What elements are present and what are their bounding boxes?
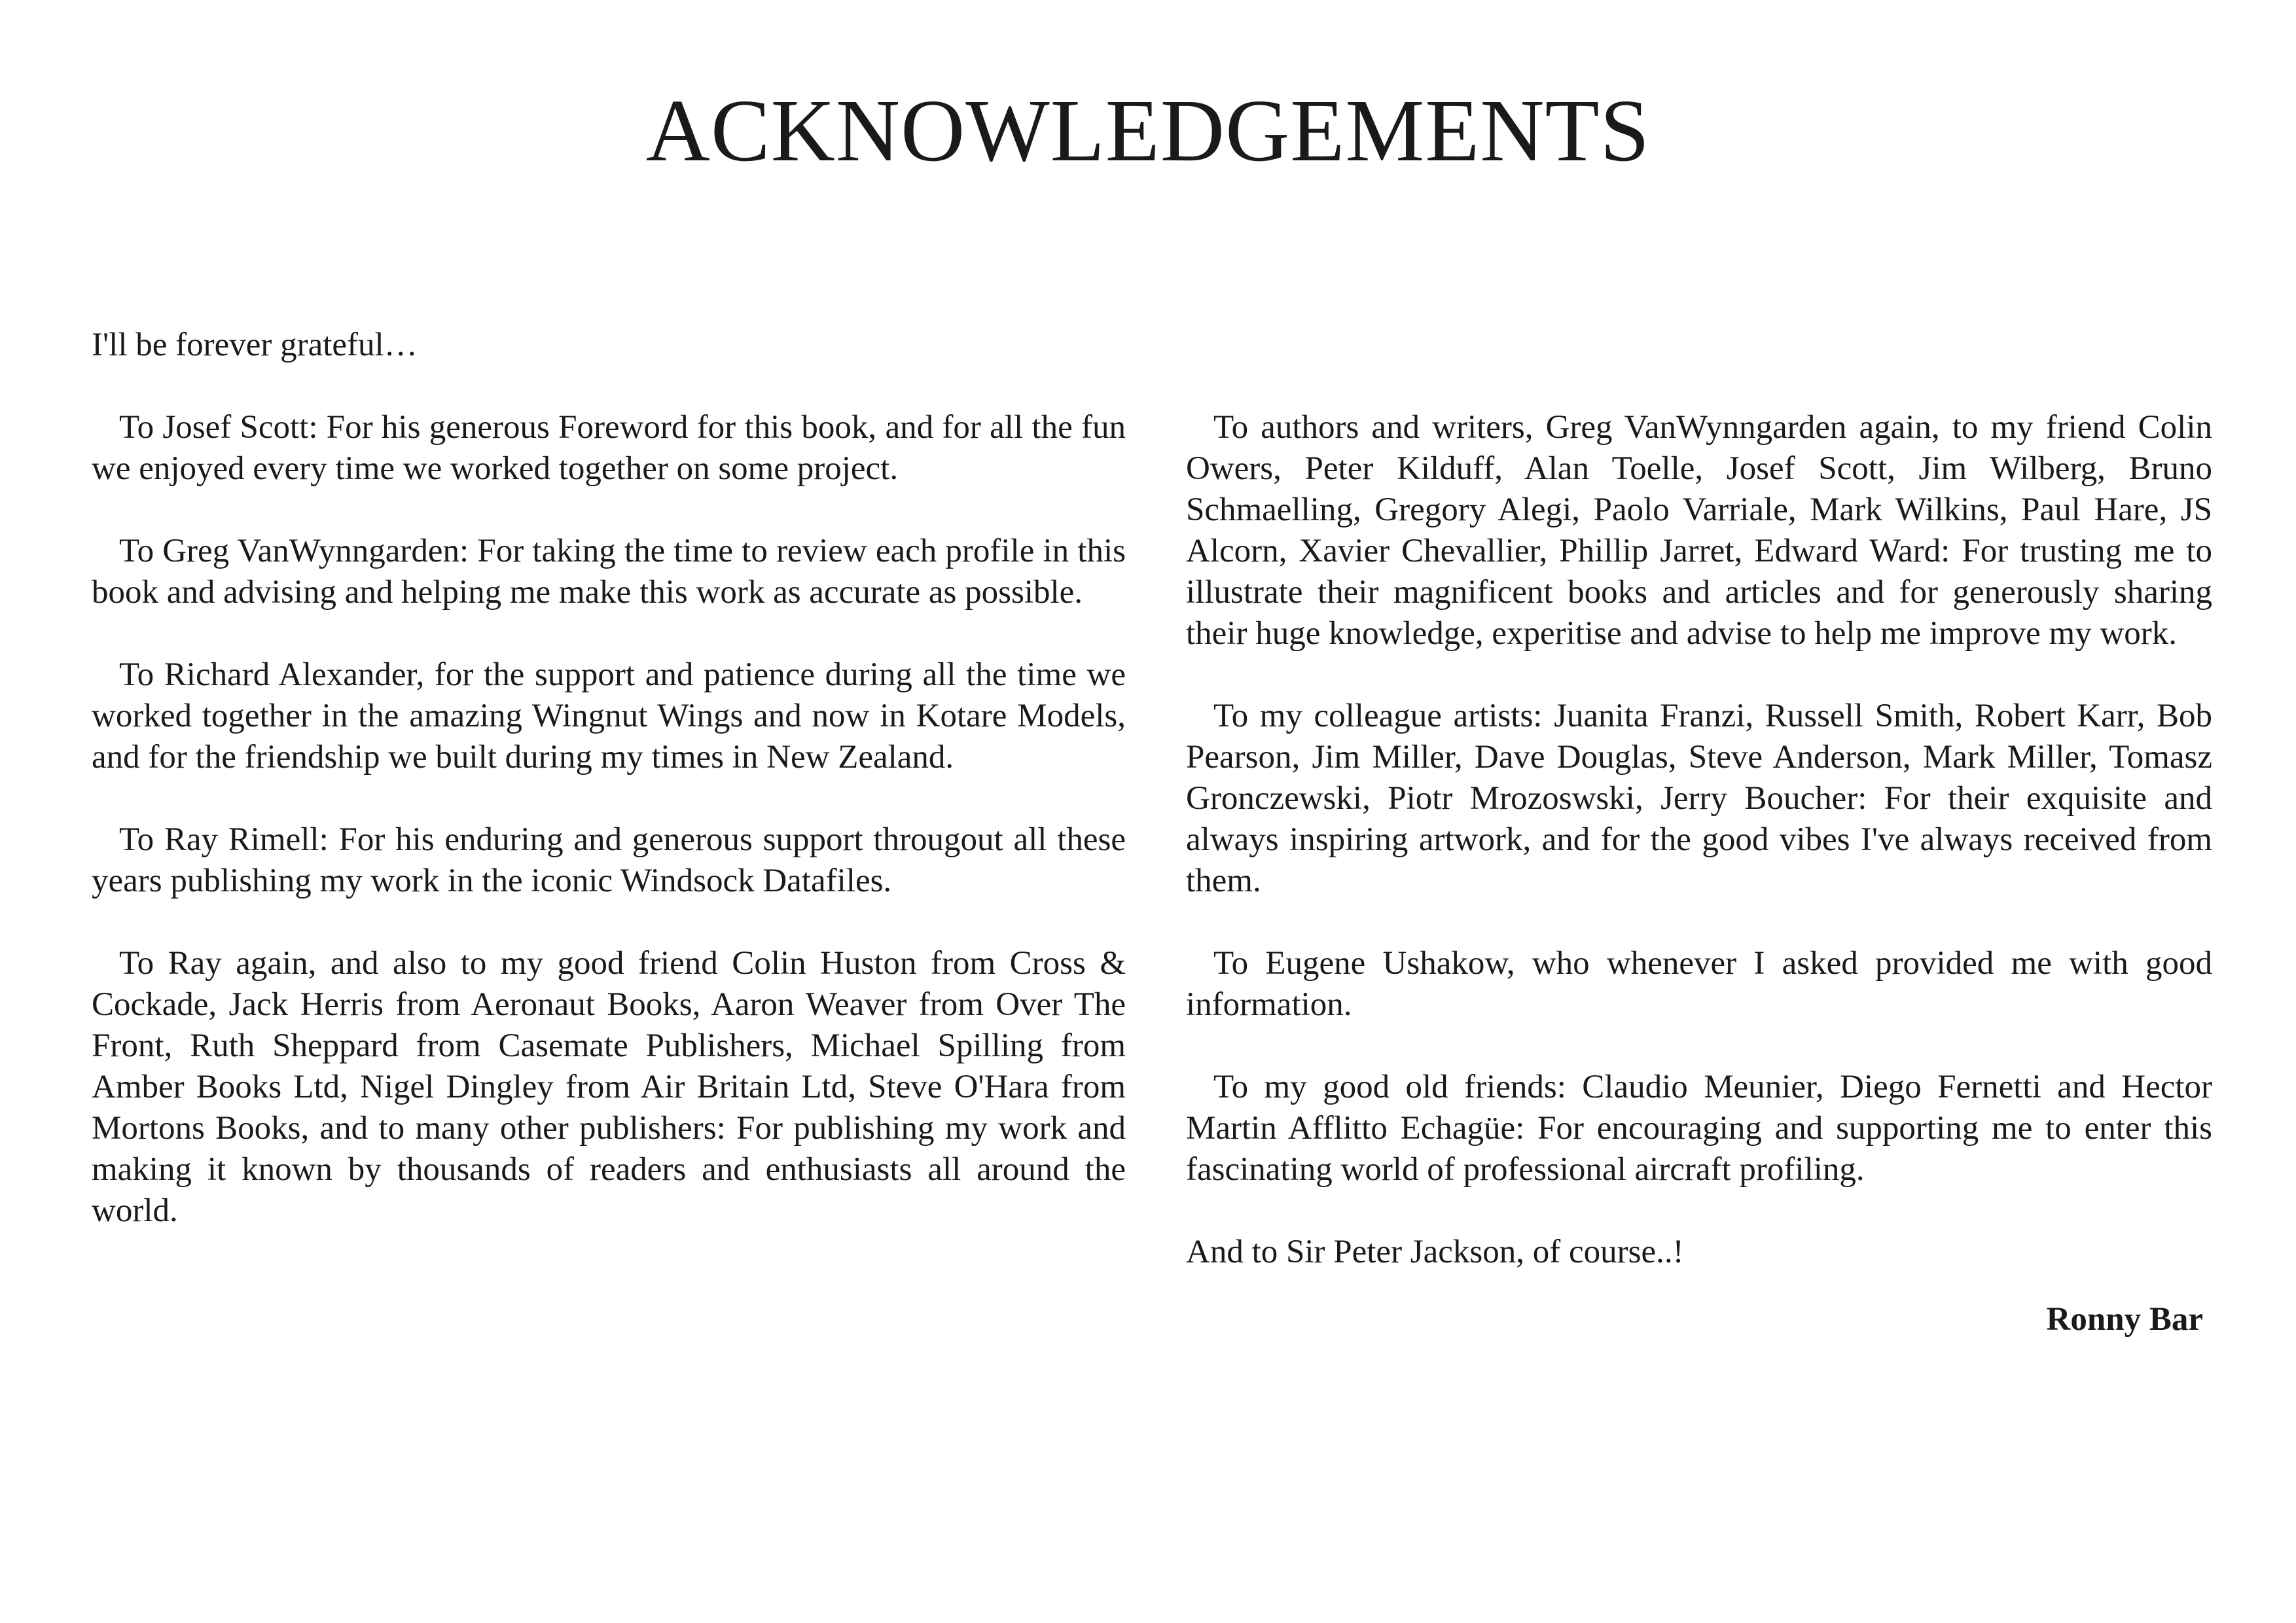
paragraph-greg-vanwynngarden: To Greg VanWynngarden: For taking the time to review each profile in this book and advising and helping me make this work as accurate as possible. [92, 533, 1126, 611]
paragraph-richard-alexander: To Richard Alexander, for the support and patience during all the time we worked together in the amazing Wingnut Wings and now in Kotare Models, and for the friendship we built during my times in New Zealand. [92, 656, 1126, 776]
left-column [92, 407, 1126, 1273]
paragraph-authors-writers: To authors and writers, Greg VanWynngarden again, to my friend Colin Owers, Peter Kilduff, Alan Toelle, Josef Scott, Jim Wilberg, Bruno Schmaelling, Gregory Alegi, Paolo Varriale, Mark Wilkins, Paul Hare, JS Alcorn, Xavier Chevallier, Phillip Jarret, Edward Ward: For trusting me to illustrate their magnificent books and articles and for generously sharing their huge knowledge, experitise and advise to help me improve my work. [1186, 409, 2212, 652]
page-title: ACKNOWLEDGEMENTS [645, 82, 1651, 180]
paragraph-publishers: To Ray again, and also to my good friend Colin Huston from Cross & Cockade, Jack Herris from Aeronaut Books, Aaron Weaver from Over The Front, Ruth Sheppard from Casemate Publishers, Michael Spilling from Amber Books Ltd, Nigel Dingley from Air Britain Ltd, Steve O'Hara from Mortons Books, and to many other publishers: For publishing my work and making it known by thousands of readers and enthusiasts all around the world. [92, 945, 1126, 1229]
author-signature: Ronny Bar [2046, 1301, 2203, 1338]
paragraph-colleague-artists: To my colleague artists: Juanita Franzi, Russell Smith, Robert Karr, Bob Pearson, Jim Miller, Dave Douglas, Steve Anderson, Mark Miller, Tomasz Gronczewski, Piotr Mrozoswski, Jerry Boucher: For their exquisite and always inspiring artwork, and for the good vibes I've always received from them. [1186, 698, 2212, 899]
paragraph-eugene-ushakow: To Eugene Ushakow, who whenever I asked provided me with good information. [1186, 945, 2212, 1023]
paragraph-ray-rimell: To Ray Rimell: For his enduring and generous support througout all these years publishing my work in the iconic Windsock Datafiles. [92, 821, 1126, 899]
paragraph-old-friends: To my good old friends: Claudio Meunier, Diego Fernetti and Hector Martin Afflitto Echagüe: For encouraging and supporting me to enter this fascinating world of professional aircraft profiling. [1186, 1069, 2212, 1188]
paragraph-josef-scott: To Josef Scott: For his generous Foreword for this book, and for all the fun we enjoyed every time we worked together on some project. [92, 409, 1126, 487]
intro-text: I'll be forever grateful… [92, 327, 418, 363]
paragraph-closing: And to Sir Peter Jackson, of course..! [1186, 1234, 1684, 1270]
right-column [1186, 407, 2212, 1340]
